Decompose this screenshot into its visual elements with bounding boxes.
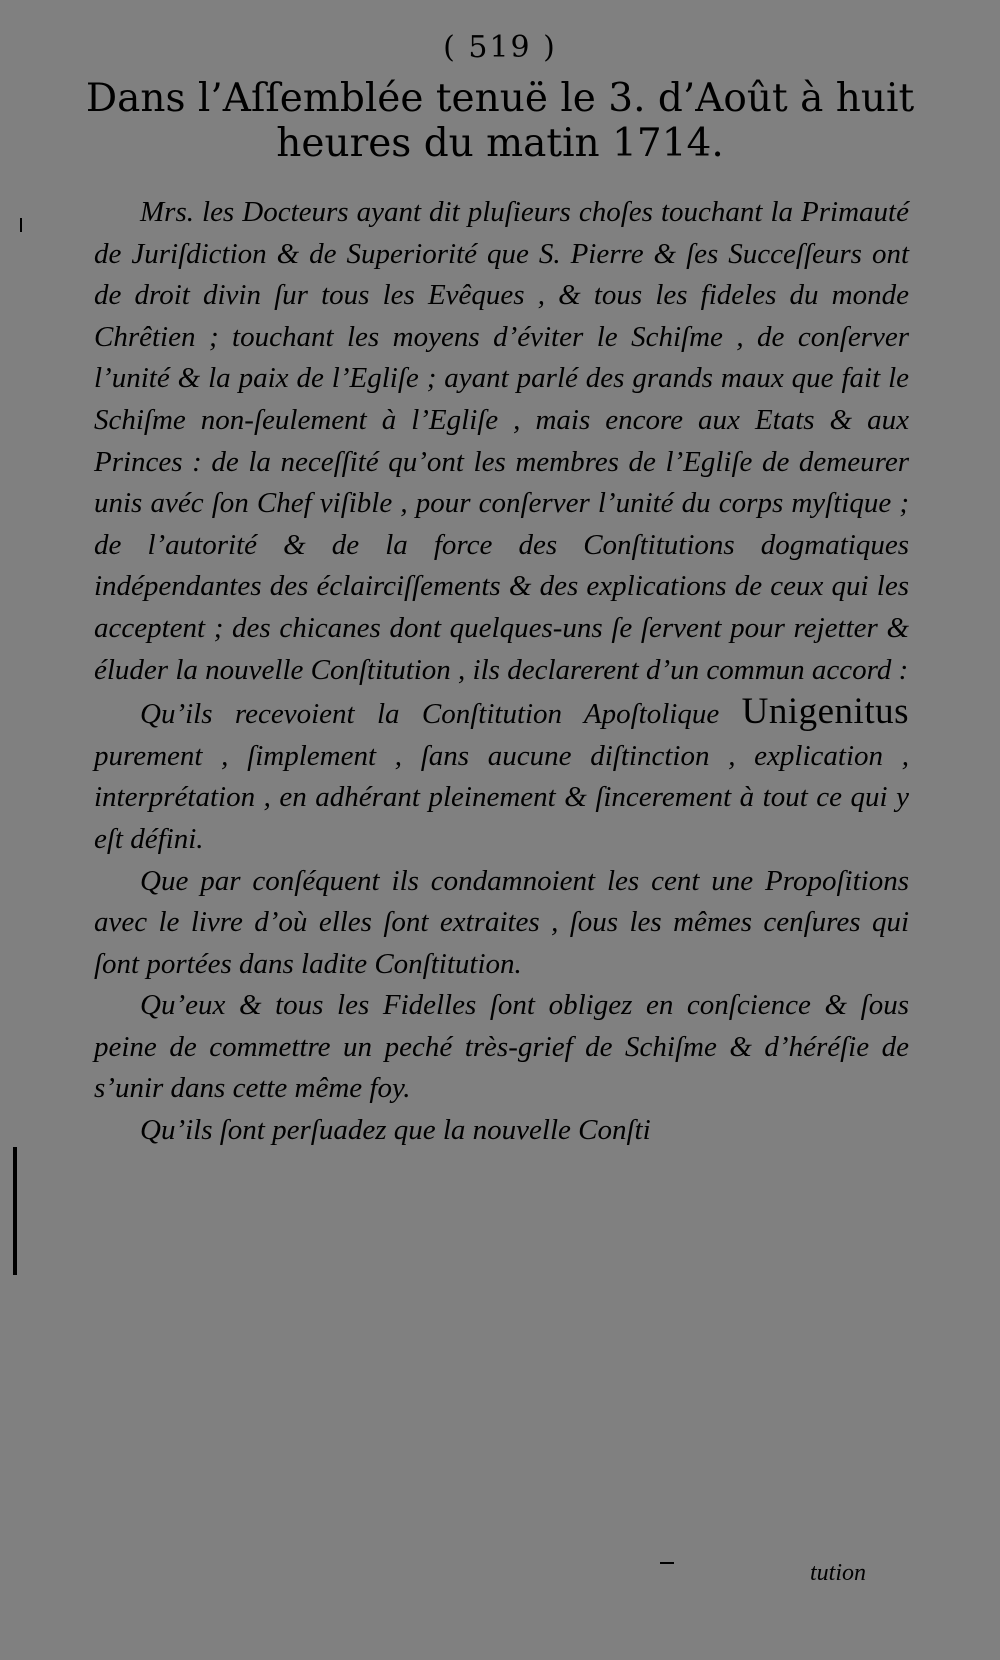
- section-heading: [80, 76, 920, 166]
- margin-tick: [20, 218, 22, 232]
- body-text: [94, 192, 909, 1152]
- paragraph-1: Mrs. les Docteurs ayant dit pluſieurs choſes touchant la Primauté de Juriſdiction & de Superiorité que S. Pierre & ſes Succeſſeurs ont de droit divin ſur tous les Evêques , & tous les fideles du monde Chrêtien ; touchant les moyens d’éviter le Schiſme , de conſerver l’unité & la paix de l’Egliſe ; ayant parlé des grands maux que fait le Schiſme non-ſeulement à l’Egliſe , mais encore aux Etats & aux Princes : de la neceſſité qu’ont les membres de l’Egliſe de demeurer unis avéc ſon Chef viſible , pour conſerver l’unité du corps myſtique ; de l’autorité & de la force des Conſtitutions dogmatiques indépendantes des éclairciſſements & des explications de ceux qui les acceptent ; des chicanes dont quelques-uns ſe ſervent pour rejetter & éluder la nouvelle Conſtitution , ils declarerent d’un commun accord :: [94, 196, 909, 686]
- catchword: tution: [810, 1560, 867, 1586]
- paragraph-3: Que par conſéquent ils condamnoient les cent une Propoſitions avec le livre d’où elles ſont extraites , ſous les mêmes cenſures qui ſont portées dans ladite Conſtitution.: [94, 864, 909, 980]
- heading-line-1: Dans l’Aſſemblée tenuë le 3. d’Août à huit: [85, 76, 915, 121]
- margin-bar: [13, 1147, 17, 1275]
- heading-line-2: heures du matin 1714.: [276, 121, 724, 166]
- paragraph-2-start: Qu’ils recevoient la Conſtitution Apoſtolique: [140, 698, 720, 731]
- paragraph-5: Qu’ils ſont perſuadez que la nouvelle Conſti: [140, 1114, 651, 1147]
- paragraph-2: [94, 691, 909, 860]
- bull-name: Unigenitus: [741, 691, 910, 733]
- paragraph-2-end: purement , ſimplement , ſans aucune diſtinction , explication , interprétation , en adhérant pleinement & ſincerement à tout ce qui y eſt défini.: [94, 739, 909, 855]
- catchword-dash: [660, 1562, 674, 1564]
- paragraph-4: Qu’eux & tous les Fidelles ſont obligez en conſcience & ſous peine de commettre un peché très-grief de Schiſme & d’héréſie de s’unir dans cette même foy.: [94, 989, 909, 1105]
- page-number: ( 519 ): [443, 30, 557, 65]
